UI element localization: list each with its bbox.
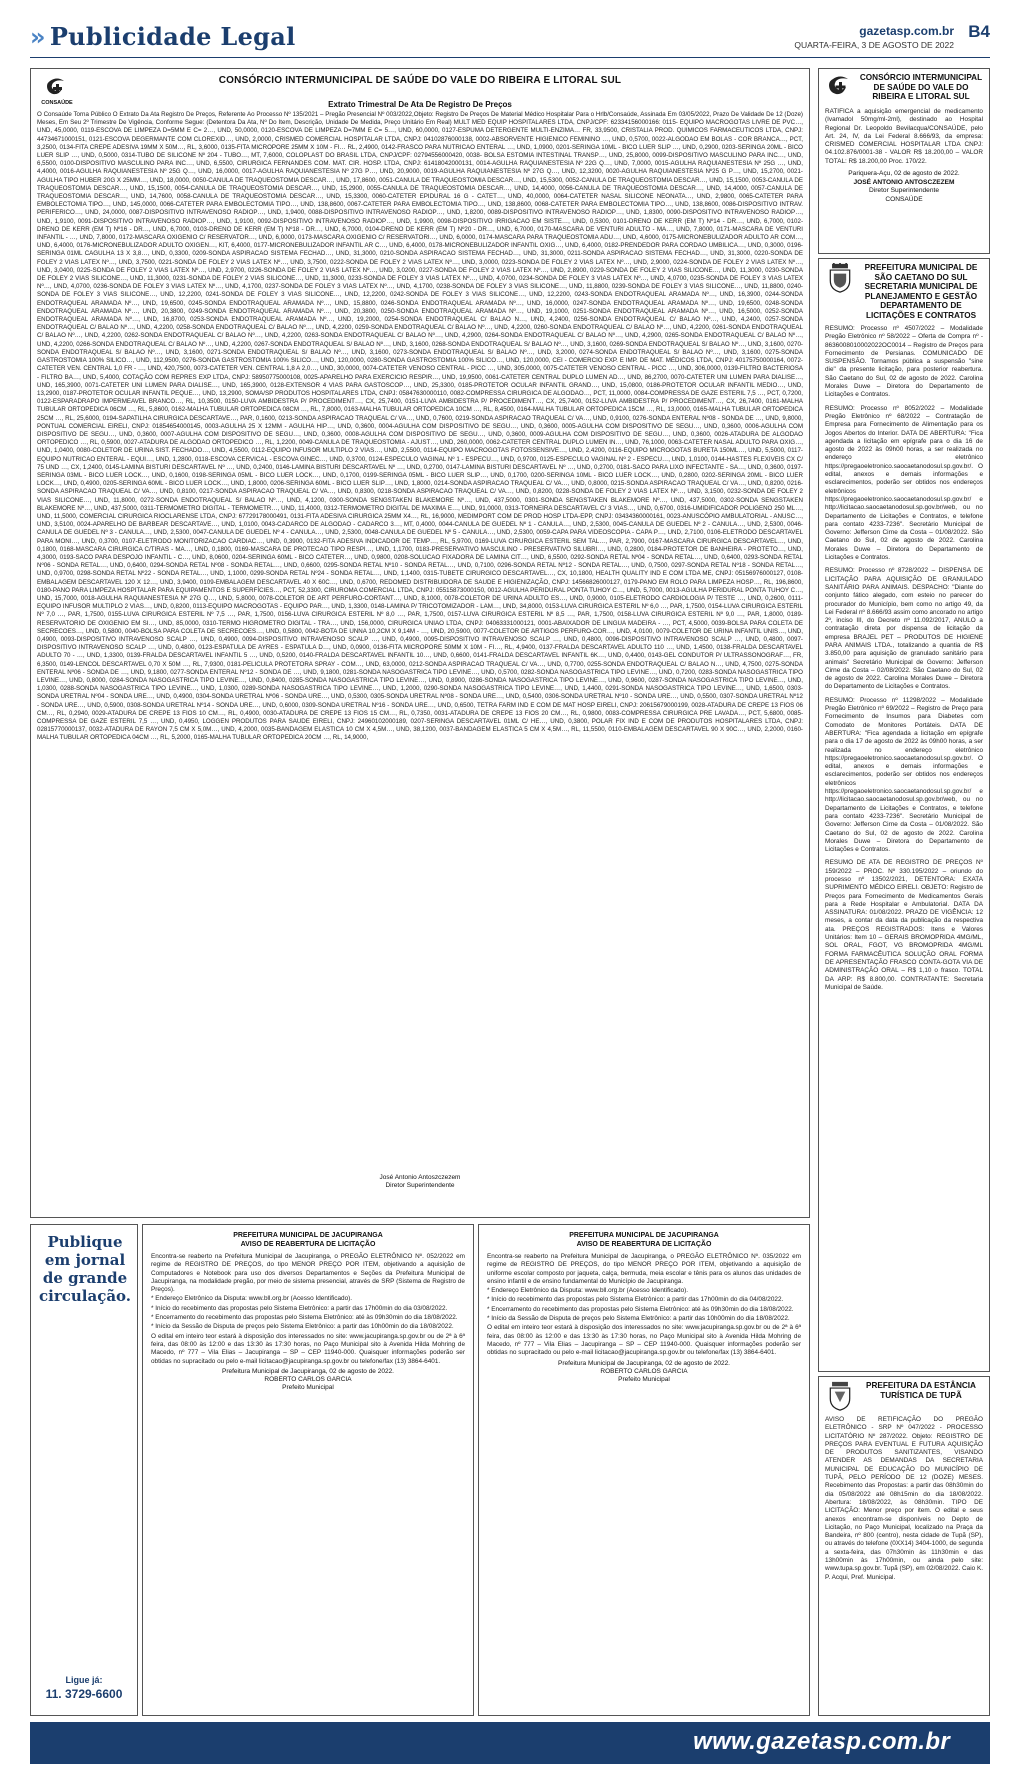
tupa-title: PREFEITURA DA ESTÂNCIA TURÍSTICA DE TUPÃ: [866, 1381, 976, 1400]
double-chevron-icon: »: [30, 23, 46, 51]
jac2-signature: [487, 1360, 801, 1385]
jac2-line-2: * Início do recebimento das propostas pelo Sistema Eletrônico: a partir das 17h00min do dia 04/08/2022.: [487, 1296, 784, 1304]
jac2-line-4: * Início da Sessão de Disputa de preços pelo Sistema Eletrônico: a partir das 10h00min do dia 18/08/2022.: [487, 1315, 790, 1323]
sao-caetano-resumo-1: RESUMO: Processo nº 4507/2022 – Modalidade Pregão Eletrônico nº 58/2022 – Oferta de Compra nº - 8636008010002022OC0014 – Registro de Preços para Fornecimento de Persianas. COMUNICADO DE SUSPENSÃO. Tornamos pública a suspensão "sine die" da presente licitação, para posterior reabertura. São Caetano do Sul, 02 de agosto de 2022. Carolina Morales Duwe – Diretora do Departamento de Licitações e Contratos.: [825, 325, 983, 399]
signature-name: José Antonio Antoszczezem: [379, 1174, 461, 1181]
sao-caetano-notice: [818, 258, 990, 1372]
page-number: B4: [968, 22, 990, 41]
header-site: gazetasp.com.br: [859, 24, 954, 38]
jac1-org: PREFEITURA MUNICIPAL DE JACUPIRANGA: [233, 1232, 383, 1239]
notice-signature: [37, 1174, 803, 1190]
ratifica-sign-org: CONSAÚDE: [885, 195, 923, 203]
coat-of-arms-icon: [825, 1381, 855, 1411]
jac1-line-4: * Início da Sessão de Disputa de preços pelo Sistema Eletrônico: a partir das 10h00min do dia 18/08/2022.: [151, 1323, 454, 1331]
notice-body: O Consaúde Torna Público O Extrato Da Ata Registro De Preços, Referente Ao Processo Nº 135/2021 – Pregão Presencial Nº 003/2022,Objeto: Registro De Preços De Material Médico Hospitalar Para o Hrlb/Consaúde, Assinada Em 03/05/2022, Prazo De Validade De 12 (Doze) Meses, Em Seu 2º Trimestre De Vigência, Conforme Segue: (Detentora Da Ata, Nº Do Item, Descrição, Unidade De Medida, Preço Unitário Em Real) MULT MED EQUIP HOSPITALARES LTDA, CNPJ/CPF: 62334156000166: 0115- EQUIPO MACROGOTAS LIVRE DE PVC…, UND, 45,0000, 0119-ESCOVA DE LIMPEZA D=5MM E C= 2…, UND, 50,0000, 0120-ESCOVA DE LIMPEZA D=7MM E C= 5…, UND, 60,0000, 0127-ESPUMA DETERGENTE MULTI-ENZIMA… FR, 33,9500, CRISTALIA PROD. QUIMICOS FARMACEUTICOS LTDA, CNPJ: 44734671000151, 0121-ESCOVA DEGERMANTE COM CLOREXID…, UND, 2,0000, CRISMED COMERCIAL HOSPITALAR LTDA, CNPJ: 04102876000138, 0002-ABSORVENTE HIGIENICO FEMININO …, UND, 0,5700, 0022-ALGODAO EM BOLAS - COR BRANCA…, PCT, 3,2500, 0134-FITA CREPE ADESIVA 19MM X 50M…, RL, 3,6000, 0135-FITA MICROPORE 25MM X 10M - FI… RL, 2,4900, 0142-FRASCO PARA NUTRICAO ENTERAL …, UND, 1,0900, 0201-SERINGA 10ML - BICO LUER SLIP …, UND, 0,2900, 0203-SERINGA 20ML - BICO LUER SLIP …, UND, 0,5000, 0314-TUBO DE SILICONE Nº 204 - TUBO…, MT, 7,6000, COLOPLAST DO BRASIL LTDA, CNPJ/CPF: 02794556000420, 0038- BOLSA ESTOMIA INTESTINAL TRANSP…, UND, 25,8000, 0099-DISPOSITIVO MASCULINO PARA INC…, UND, 6,5500, 0100-DISPOSITIVO MASCULINO PARA INC…, UND, 6,5500, CIRURGICA FERNANDES COM. MAT. CIR. HOSP. LTDA, CNPJ: 61418042000131, 0014-AGULHA RAQUIANESTESIA Nº 22G Q…, UND, 7,0000, 0015-AGULHA RAQUIANESTESIA Nº 25G …, UND, 4,4000, 0016-AGULHA RAQUIANESTESIA Nº 25G Q…, UND, 16,0000, 0017-AGULHA RAQUIANESTESIA Nº 27G P…, UND, 20,9000, 0019-AGULHA RAQUIANESTESIA Nº 27G Q…, UND, 12,3200, 0020-AGULHA RAQUIANESTESIA Nº25 G P…, UND, 15,2700, 0021-AGULHA TIPO HUBER 20G X 25MM…, UND, 18,0000, 0050-CANULA DE TRAQUEOSTOMIA DESCAR…, UND, 17,8600, 0051-CANULA DE TRAQUEOSTOMIA DESCAR…, UND, 15,5300, 0052-CANULA DE TRAQUEOSTOMIA DESCAR…, UND, 15,1500, 0053-CANULA DE TRAQUEOSTOMIA DESCAR…, UND, 15,1500, 0054-CANULA DE TRAQUEOSTOMIA DESCAR…, UND, 15,2900, 0055-CANULA DE TRAQUEOSTOMIA DESCAR…, UND, 14,4000, 0056-CANULA DE TRAQUEOSTOMIA DESCAR…, UND, 14,4000, 0057-CANULA DE TRAQUEOSTOMIA DESCAR…, UND, 14,7600, 0058-CANULA DE TRAQUEOSTOMIA DESCAR…, UND, 15,3300, 0060-CATETER EPIDURAL 16 G - CATET…, UND, 40,0000, 0064-CATETER NASAL SILICONE NEONATA…, UND, 2,9800, 0065-CATETER PARA EMBOLECTOMIA TIPO…, UND, 145,0000, 0066-CATETER PARA EMBOLECTOMIA TIPO…, UND, 138,8600, 0067-CATETER PARA EMBOLECTOMIA TIPO…, UND, 138,8600, 0068-CATETER PARA EMBOLECTOMIA TIPO…, UND, 138,8600, 0086-DISPOSITIVO INTRAV. PERIFERICO…, UND, 24,0000, 0087-DISPOSITIVO INTRAVENOSO RADIOP…, UND, 1,9400, 0088-DISPOSITIVO INTRAVENOSO RADIOP…, UND, 1,8200, 0089-DISPOSITIVO INTRAVENOSO RADIOP…, UND, 1,8300, 0090-DISPOSITIVO INTRAVENOSO RADIOP…, UND, 1,9100, 0091-DISPOSITIVO INTRAVENOSO RADIOP…, UND, 1,9100, 0092-DISPOSITIVO INTRAVENOSO RADIOP…, UND, 1,9900, 0098-DISPOSITIVO IRRIGACAO EM SISTE…, UND, 0,5300, 0101-DRENO DE KERR (EM T) Nº14 - DR…, UND, 6,7000, 0102-DRENO DE KERR (EM T) Nº16 - DR…, UND, 6,7000, 0103-DRENO DE KERR (EM T) Nº18 - DR…, UND, 6,7000, 0104-DRENO DE KERR (EM T) Nº20 - DR…, UND, 6,7000, 0170-MASCARA DE VENTURI ADULTO - MA…, UND, 7,8000, 0171-MASCARA DE VENTURI INFANTIL - …, UND, 7,8000, 0172-MASCARA OXIGENIO C/ RESERVATOR…, UND, 6,0000, 0173-MASCARA OXIGENIO C/ RESERVATORI…, UND, 6,0000, 0174-MASCARA PARA TRAQUEOSTOMIA ADU…, UND, 4,6000, 0175-MICRONEBULIZADOR ADULTO AR COM…, UND, 6,4000, 0176-MICRONEBULIZADOR ADULTO OXIGEN…, KIT, 6,4000, 0177-MICRONEBULIZADOR INFANTIL AR C…, UND, 6,4000, 0178-MICRONEBULIZADOR INFANTIL OXIG…, UND, 6,4000, 0182-PRENDEDOR PARA CORDAO UMBILICA…, UND, 0,3000, 0196-SERINGA 01ML CAGULHA 13 X 3,8…, UND, 0,3300, 0209-SONDA ASPIRACAO SISTEMA FECHAD…, UND, 31,3000, 0210-SONDA ASPIRACAO SISTEMA FECHAD…, UND, 31,3000, 0211-SONDA ASPIRACAO SISTEMA FECHAD…, UND, 31,3000, 0220-SONDA DE FOLEY 2 VIAS LATEX Nº…, UND, 3,7500, 0221-SONDA DE FOLEY 2 VIAS LATEX Nº…, UND, 3,7500, 0222-SONDA DE FOLEY 2 VIAS LATEX Nº…, UND, 3,0000, 0223-SONDA DE FOLEY 2 VIAS LATEX Nº…, UND, 2,9000, 0224-SONDA DE FOLEY 2 VIAS LATEX Nº…, UND, 3,0400, 0225-SONDA DE FOLEY 2 VIAS LATEX Nº…, UND, 2,9700, 0226-SONDA DE FOLEY 2 VIAS LATEX Nº…, UND, 3,0200, 0227-SONDA DE FOLEY 2 VIAS LATEX Nº…, UND, 2,8900, 0229-SONDA DE FOLEY 2 VIAS SILICONE…, UND, 11,3000, 0230-SONDA DE FOLEY 2 VIAS SILICONE…, UND, 11,3000, 0231-SONDA DE FOLEY 2 VIAS SILICONE…, UND, 11,3000, 0233-SONDA DE FOLEY 3 VIAS LATEX Nº…, UND, 4,0700, 0234-SONDA DE FOLEY 3 VIAS LATEX Nº…, UND, 4,0700, 0235-SONDA DE FOLEY 3 VIAS LATEX Nº…, UND, 4,0700, 0236-SONDA DE FOLEY 3 VIAS LATEX Nº…, UND, 4,1700, 0237-SONDA DE FOLEY 3 VIAS LATEX Nº…, UND, 4,1700, 0238-SONDA DE FOLEY 3 VIAS SILICONE…, UND, 11,8800, 0239-SONDA DE FOLEY 3 VIAS SILICONE…, UND, 11,8800, 0240-SONDA DE FOLEY 3 VIAS SILICONE…, UND, 12,2200, 0241-SONDA DE FOLEY 3 VIAS SILICONE…, UND, 12,2200, 0242-SONDA DE FOLEY 3 VIAS SILICONE…, UND, 12,2200, 0243-SONDA ENDOTRAQUEAL ARAMADA Nº…, UND, 16,3900, 0244-SONDA ENDOTRAQUEAL ARAMADA Nº…, UND, 19,6500, 0245-SONDA ENDOTRAQUEAL ARAMADA Nº…, UND, 15,8800, 0246-SONDA ENDOTRAQUEAL ARAMADA Nº…, UND, 16,0000, 0247-SONDA ENDOTRAQUEAL ARAMADA Nº…, UND, 19,6500, 0248-SONDA ENDOTRAQUEAL ARAMADA Nº…, UND, 20,3800, 0249-SONDA ENDOTRAQUEAL ARAMADA Nº…, UND, 20,3800, 0250-SONDA ENDOTRAQUEAL ARAMADA Nº…, UND, 19,1000, 0251-SONDA ENDOTRAQUEAL ARAMADA Nº…, UND, 16,5000, 0252-SONDA ENDOTRAQUEAL ARAMADA Nº…, UND, 16,8700, 0253-SONDA ENDOTRAQUEAL ARAMADA Nº…, UND, 19,2000, 0254-SONDA ENDOTRAQUEAL C/ BALAO N…, UND, 4,2400, 0256-SONDA ENDOTRAQUEAL C/ BALAO Nº…, UND, 4,2400, 0257-SONDA ENDOTRAQUEAL C/ BALAO Nº…, UND, 4,2200, 0258-SONDA ENDOTRAQUEAL C/ BALAO Nº…, UND, 4,2200, 0259-SONDA ENDOTRAQUEAL C/ BALAO Nº…, UND, 4,2200, 0260-SONDA ENDOTRAQUEAL C/ BALAO Nº…, UND, 4,2200, 0261-SONDA ENDOTRAQUEAL C/ BALAO Nº…, UND, 4,2200, 0262-SONDA ENDOTRAQUEAL C/ BALAO Nº…, UND, 4,2200, 0263-SONDA ENDOTRAQUEAL C/ BALAO Nº…, UND, 4,2900, 0264-SONDA ENDOTRAQUEAL C/ BALAO Nº…, UND, 4,2900, 0265-SONDA ENDOTRAQUEAL C/ BALAO Nº…, UND, 4,2200, 0266-SONDA ENDOTRAQUEAL C/ BALAO Nº…, UND, 4,2200, 0267-SONDA ENDOTRAQUEAL S/ BALAO Nº…, UND, 3,1600, 0268-SONDA ENDOTRAQUEAL S/ BALAO Nº…, UND, 3,1600, 0269-SONDA ENDOTRAQUEAL S/ BALAO Nº…, UND, 3,1600, 0270-SONDA ENDOTRAQUEAL S/ BALAO Nº…, UND, 3,1600, 0271-SONDA ENDOTRAQUEAL S/ BALAO Nº…, UND, 3,1600, 0273-SONDA ENDOTRAQUEAL S/ BALAO Nº…, UND, 3,2000, 0274-SONDA ENDOTRAQUEAL S/ BALAO Nº…, UND, 3,1600, 0275-SONDA GASTROSTOMIA 100% SILICO…, UND, 112,9500, 0276-SONDA GASTROSTOMIA 100% SILICO…, UND, 120,0000, 0280-SONDA GASTROSTOMIA 100% SILICO…, UND, 120,0000, CEI - COMERCIO EXP. E IMP. DE MAT. MÉDICOS LTDA, CNPJ: 40175750000164, 0072-CATETER VEN. CENTRAL 1,0 FR - …, UND, 420,7500, 0073-CATETER VEN. CENTRAL 1,8 A 2,0…, UND, 30,0000, 0074-CATETER VENOSO CENTRAL - PICC …, UND, 305,0000, 0075-CATETER VENOSO CENTRAL - PICC …, UND, 306,0000, 0139-FILTRO BACTERIOSA - FILTRO BA…, UND, 5,4000, COTAÇÃO COM REPRES EXP LTDA, CNPJ: 58950775000108, 0025-APARELHO PARA EXERCICIO RESPIR…, UND, 19,9500, 0061-CATETER CENTRAL DUPLO LUMEN AD…, UND, 86,2700, 0070-CATETER UNI LUMEN PARA DIALISE…, UND, 165,3900, 0071-CATETER UNI LUMEN PARA DIALISE…, UND, 165,3900, 0128-EXTENSOR 4 VIAS PARA GASTOSCOP…, UND, 25,3300, 0185-PROTETOR OCULAR INFANTIL GRAND…, UND, 15,0800, 0186-PROTETOR OCULAR INFANTIL MEDIO…, UND, 13,2900, 0187-PROTETOR OCULAR INFANTIL PEQUE…, UND, 13,2900, SOMA/SP PRODUTOS HOSPITALARES LTDA, CNPJ: 05847630000110, 0082-COMPRESSA CIRURGICA DE ALGODAO…, PCT, 11,0000, 0084-COMPRESSA DE GAZE ESTERIL 7,5 …, PCT, 0,7200, 0122-ESPARADRAPO IMPERMEAVEL BRANCO…, RL, 10,3500, 0150-LUVA AMBIDESTRA P/ PROCEDIMENT…, CX, 25,7400, 0151-LUVA AMBIDESTRA P/ PROCEDIMENT…, CX, 25,7400, 0152-LUVA AMBIDESTRA P/ PROCEDIMENT…, CX, 26,7400, 0161-MALHA TUBULAR ORTOPEDICA 06CM …, RL, 5,8600, 0162-MALHA TUBULAR ORTOPEDICA 08CM …, RL, 7,8000, 0163-MALHA TUBULAR ORTOPEDICA 10CM …, RL, 8,4500, 0164-MALHA TUBULAR ORTOPEDICA 15CM …, RL, 13,0000, 0165-MALHA TUBULAR ORTOPEDICA 25CM …, RL, 25,6000, 0194-SAPATILHA CIRURGICA DESCARTAVE…, PAR, 0,1600, 0213-SONDA ASPIRACAO TRAQUEAL C/ VA…, UND, 0,7600, 0219-SONDA ASPIRACAO TRAQUEAL C/ VA…, UND, 0,9100, 0276-SONDA ENTERAL Nº08 - SONDA DE …, UND, 9,8000, PONTUAL COMERCIAL EIRELI, CNPJ: 01854654000145, 0003-AGULHA 25 X 12MM - AGULHA HIP…, UND, 0,3600, 0004-AGULHA COM DISPOSITIVO DE SEGU…, UND, 0,3600, 0005-AGULHA COM DISPOSITIVO DE SEGU…, UND, 0,3600, 0006-AGULHA COM DISPOSITIVO DE SEGU…, UND, 0,3600, 0007-AGULHA COM DISPOSITIVO DE SEGU…, UND, 0,3600, 0008-AGULHA COM DISPOSITIVO DE SEGU…, UND, 0,3600, 0009-AGULHA COM DISPOSITIVO DE SEGU…, UND, 0,3600, 0026-ATADURA DE ALGODAO ORTOPEDICO …, RL, 0,5900, 0027-ATADURA DE ALGODAO ORTOPEDICO …, RL, 1,2200, 0049-CANULA DE TRAQUEOSTOMIA - AJUST…, UND, 260,0000, 0062-CATETER CENTRAL DUPLO LUMEN IN…, UND, 76,1000, 0063-CATETER NASAL ADULTO PARA OXIG…, UND, 1,0400, 0080-COLETOR DE URINA SIST. FECHADO…, UND, 4,5500, 0112-EQUIPO INFUSOR MULTIPLO 2 VIAS…, UND, 2,5500, 0114-EQUIPO MACROGOTAS FOTOSSENSIVE…, UND, 2,4200, 0116-EQUIPO MICROGOTAS BURETA 150ML…, UND, 5,5000, 0117-EQUIPO NUTRICAO ENTERAL - EQUI…, UND, 1,2800, 0118-ESCOVA CERVICAL - ESCOVA GINEC…, UND, 0,3700, 0124-ESPECULO VAGINAL Nº 1 - ESPECU…, UND, 0,9700, 0125-ESPECULO VAGINAL Nº 2 - ESPECU…, UND, 1,0100, 0144-HASTES FLEXIVEIS CX C/ 75 UND …, CX, 1,2400, 0145-LAMINA BISTURI DESCARTAVEL Nº …, UND, 0,2400, 0146-LAMINA BISTURI DESCARTAVEL Nº …, UND, 0,2700, 0147-LAMINA BISTURI DESCARTAVEL Nº …, UND, 0,2700, 0181-SACO PARA LIXO INFECTANTE - SA…, UND, 0,3600, 0197-SERINGA 03ML - BICO LUER LOCK…, UND, 0,1600, 0198-SERINGA 05ML - BICO LUER LOCK…, UND, 0,1700, 0199-SERINGA 05ML - BICO LUER SLIP…, UND, 0,1700, 0200-SERINGA 10ML - BICO LUER LOCK…, UND, 0,2800, 0202-SERINGA 20ML - BICO LUER LOCK…, UND, 0,4900, 0205-SERINGA 60ML - BICO LUER LOCK…, UND, 1,8000, 0206-SERINGA 60ML - BICO LUER SLIP…, UND, 1,8000, 0214-SONDA ASPIRACAO TRAQUEAL C/ VA…, UND, 0,8000, 0215-SONDA ASPIRACAO TRAQUEAL C/ VA…, UND, 0,8200, 0216-SONDA ASPIRACAO TRAQUEAL C/ VA…, UND, 0,8100, 0217-SONDA ASPIRACAO TRAQUEAL C/ VA…, UND, 0,8300, 0218-SONDA ASPIRACAO TRAQUEAL C/ VA…, UND, 0,8200, 0228-SONDA DE FOLEY 2 VIAS LATEX Nº…, UND, 3,1500, 0232-SONDA DE FOLEY 2 VIAS SILICONE…, UND, 11,8000, 0272-SONDA ENDOTRAQUEAL S/ BALAO Nº…, UND, 4,1200, 0300-SONDA SENGSTAKEN BLAKEMORE Nº…, UND, 437,5000, 0301-SONDA SENGSTAKEN BLAKEMORE Nº…, UND, 437,5000, 0302-SONDA SENGSTAKEN BLAKEMORE Nº…, UND, 437,5000, 0311-TERMOMETRO DIGITAL - TERMOMETR…, UND, 11,4000, 0312-TERMOMETRO DIGITAL DE MAXIMA E…, UND, 91,0000, 0313-TORNEIRA DESCARTAVEL C/ 3 VIAS…, UND, 0,6700, 0316-UMIDIFICADOR POLIGENO 250 ML…, UND, 11,5000, COMERCIAL CIRURGICA RIOCLARENSE LTDA, CNPJ: 67729178000491, 0131-FITA ADESIVA CIRURGICA 25MM X4…, RL, 16,9000, MEDIMPORT COM DE PROD HOSP LTDA-EPP, CNPJ: 03434360000161, 0023-ANUSCÓPIO AMBULATORIAL - ANUSC…, UND, 3,5100, 0024-APARELHO DE BARBEAR DESCARTAVE…, UND, 1,0100, 0043-CADARCO DE ALGODAO - CADARCO 3…, MT, 0,4000, 0044-CANULA DE GUEDEL Nº 1 - CANULA…, UND, 2,5300, 0045-CANULA DE GUEDEL Nº 2 - CANULA…, UND, 2,5300, 0046-CANULA DE GUEDEL Nº 3 - CANULA…, UND, 2,5300, 0047-CANULA DE GUEDEL Nº 4 - CANULA…, UND, 2,5300, 0048-CANULA DE GUEDEL Nº 5 - CANULA…, UND, 2,5300, 0059-CAPA PARA VIDEOSCOPIA - CAPA P…, UND, 2,7100, 0106-ELETRODO DESCARTAVEL PARA MONI…, UND, 0,3700, 0107-ELETRODO MONITORIZACAO CARDIAC…, UND, 0,3900, 0132-FITA ADESIVA INDICADOR DE TEMP…, RL, 5,9700, 0169-LUVA CIRURGICA ESTERIL SEM TAL…, PAR, 2,7900, 0167-MASCARA CIRURGICA DESCARTAVEL…, UND, 0,1800, 0168-MASCARA CIRURGICA C/TIRAS - MA…, UND, 0,1800, 0169-MASCARA DE PROTECAO TIPO RESPI…, UND, 1,1700, 0183-PRESERVATIVO MASCULINO - PRESERVATIVO SILUBRI…, UND, 0,2800, 0184-PROTETOR DE BANHEIRA - PROTETO…, UND, 4,3000, 0193-SACO PARA DESPOJO INFANTIL - C…, UND, 8,0600, 0204-SERINGA 60ML - BICO CATETER…, UND, 0,9800, 0208-SOLUCAO FIXADORA DE LAMINA CIT…, UND, 6,5500, 0292-SONDA RETAL Nº04 - SONDA RETAL…, UND, 0,6400, 0293-SONDA RETAL Nº06 - SONDA RETAL…, UND, 0,6400, 0294-SONDA RETAL Nº08 - SONDA RETAL…, UND, 0,6600, 0295-SONDA RETAL Nº10 - SONDA RETAL…, UND, 0,7100, 0296-SONDA RETAL Nº12 - SONDA RETAL…, UND, 0,7500, 0297-SONDA RETAL Nº18 - SONDA RETAL…, UND, 0,9700, 0298-SONDA RETAL Nº22 - SONDA RETAL…, UND, 1,1000, 0299-SONDA RETAL Nº24 - SONDA RETAL…, UND, 1,1400, 0315-TUBETE CIRURGICO DESCARTAVEL…, CX, 10,1800, HEALTH QUALITY IND E COM LTDA ME, CNPJ: 05156976000127, 0108-EMBALAGEM DESCARTAVEL 120 X 12…, UND, 3,9400, 0109-EMBALAGEM DESCARTAVEL 40 X 60C…, UND, 0,6700, REDOMED DISTRIBUIDORA DE SAUDE E HIGIENIZAÇÃO, CNPJ: 14566826000127, 0179-PANO EM ROLO PARA LIMPEZA HOSP…, RL, 196,8600, 0180-PANO PARA LIMPEZA HOSPITALAR PARA EQUIPAMENTOS E SUPERFÍCIES…, PCT, 52,3300, CIRUROMA COMERCIAL LTDA, CNPJ: 05515873000150, 0012-AGULHA PERIDURAL PONTA TUHOY C…, UND, 5,7000, 0013-AGULHA PERIDURAL PONTA TUHOY C…, UND, 15,7000, 0018-AGULHA RAQUIANESTESIA Nº 27G Q…, UND, 5,8000, 0078-COLETOR DE ART PERFURO-CORTANT…, UND, 8,1000, 0078-COLETOR DE URINA ADULTO ES…, UND, 0,9000, 0105-ELETRODO CARDIOLOGIA P/ TESTE …, UND, 0,2600, 0111-EQUIPO INFUSOR MULTIPLO 2 VIAS…, UND, 0,8200, 0113-EQUIPO MACROGOTAS - EQUIPO PAR…, UND, 1,3300, 0148-LAMINA P/ TRICOTOMIZADOR - LAM…, UND, 34,8000, 0153-LUVA CIRURGICA ESTERIL Nº 6,0 …, PAR, 1,7500, 0154-LUVA CIRURGICA ESTERIL Nº 7,0 …, PAR, 1,7500, 0155-LUVA CIRURGICA ESTERIL Nº 7,5 …, PAR, 1,7500, 0156-LUVA CIRURGICA ESTERIL Nº 8,0 …, PAR, 1,7500, 0157-LUVA CIRURGICA ESTERIL Nº 8,5 …, PAR, 1,7500, 0158-LUVA CIRURGICA ESTERIL Nº 9,0 …, PAR, 1,8000, 0189-RESERVATORIO DE OXIGENIO EM SI…, UND, 85,0000, 0310-TERMO HIGROMETRO DIGITAL - TRA…, UND, 156,0000, CIRURGICA UNIAO LTDA, CNPJ: 04063331000121, 0001-ABAIXADOR DE LINGUA MADEIRA - …, PCT, 4,5000, 0039-BOLSA PARA COLETA DE SECRECOES…, UND, 0,5800, 0040-BOLSA PARA COLETA DE SECRECOES…, UND, 0,5800, 0042-BOTA DE UNNA 10,2CM X 9,14M - …, UND, 20,5900, 0077-COLETOR DE ARTIGOS PERFURO-COR…, UND, 4,0100, 0079-COLETOR DE URINA INFANTIL UNIS…, UND, 0,4900, 0093-DISPOSITIVO INTRAVENOSO SCALP …, UND, 0,4900, 0094-DISPOSITIVO INTRAVENOSO SCALP …, UND, 0,4900, 0095-DISPOSITIVO INTRAVENOSO SCALP …, UND, 0,4800, 0096-DISPOSITIVO INTRAVENOSO SCALP …, UND, 0,4800, 0097-DISPOSITIVO INTRAVENOSO SCALP …, UND, 0,4800, 0123-ESPATULA DE AYRES - ESPATULA D…, UND, 0,0900, 0136-FITA MICROPORE 50MM X 10M - FI…, RL, 4,9400, 0137-FRALDA DESCARTAVEL ADULTO 110 …, UND, 1,4500, 0138-FRALDA DESCARTAVEL ADULTO 70 - …, UND, 1,3300, 0139-FRALDA DESCARTAVEL INFANTIL 5 …, UND, 0,5200, 0140-FRALDA DESCARTAVEL INFANTIL 10…, UND, 0,6600, 0141-FRALDA DESCARTAVEL INFANTIL 6K…, UND, 0,4400, 0143-GEL CONDUTOR P/ ULTRASSONOGRAF…, FR, 6,3500, 0149-LENCOL DESCARTAVEL 0,70 X 50M …, RL, 7,9300, 0181-PELICULA PROTETORA SPRAY - COM…, UND, 63,0000, 0212-SONDA ASPIRACAO TRAQUEAL C/ VA…, UND, 0,7700, 0255-SONDA ENDOTRAQUEAL C/ BALAO N…, UND, 4,7500, 0275-SONDA ENTERAL Nº06 - SONDA DE …, UND, 9,1800, 0277-SONDA ENTERAL Nº12 - SONDA DE …, UND, 9,1800, 0281-SONDA NASOGASTRICA TIPO LEVINE…, UND, 0,5700, 0282-SONDA NASOGASTRICA TIPO LEVINE…, UND, 0,7200, 0283-SONDA NASOGASTRICA TIPO LEVINE…, UND, 0,8000, 0284-SONDA NASOGASTRICA TIPO LEVINE…, UND, 0,8400, 0285-SONDA NASOGASTRICA TIPO LEVINE…, UND, 0,8900, 0286-SONDA NASOGASTRICA TIPO LEVINE…, UND, 0,9600, 0287-SONDA NASOGASTRICA TIPO LEVINE…, UND, 1,0300, 0288-SONDA NASOGASTRICA TIPO LEVINE…, UND, 1,0300, 0289-SONDA NASOGASTRICA TIPO LEVINE…, UND, 1,2000, 0290-SONDA NASOGASTRICA TIPO LEVINE…, UND, 1,4400, 0291-SONDA NASOGASTRICA TIPO LEVINE…, UND, 1,6500, 0303-SONDA URETRAL Nº04 - SONDA URE…, UND, 0,4900, 0304-SONDA URETRAL Nº06 - SONDA URE…, UND, 0,5300, 0305-SONDA URETRAL Nº08 - SONDA URE…, UND, 0,5400, 0306-SONDA URETRAL Nº10 - SONDA URE…, UND, 0,5500, 0307-SONDA URETRAL Nº12 - SONDA URE…, UND, 0,5900, 0308-SONDA URETRAL Nº14 - SONDA URE…, UND, 0,6000, 0309-SONDA URETRAL Nº16 - SONDA URE…, UND, 0,6500, TETRA FARM IND E COM DE MAT HOSP EIRELI, CNPJ: 20615679000199, 0028-ATADURA DE CREPE 13 FIOS 06 CM…, RL, 0,2940, 0029-ATADURA DE CREPE 13 FIOS 10 CM…, RL, 0,4900, 0030-ATADURA DE CREPE 13 FIOS 15 CM…, RL, 0,7350, 0031-ATADURA DE CREPE 13 FIOS 20 CM…, RL, 0,9800, 0083-COMPRESSA CIRURGICA PRE LAVADA…, PCT, 5,6800, 0085-COMPRESSA DE GAZE ESTERIL 7,5 …, UND, 0,4950, LOGGEN PRODUTOS PARA SAUDE EIRELI, CNPJ: 24960102000189, 0207-SERINGA DESCARTAVEL 01ML C/ HE…, UND, 0,3800, POLAR FIX IND E COM DE PRODUTOS HOSPITALARES LTDA, CNPJ: 02815770000137, 0032-ATADURA DE RAYON 7,5 CM X 5,0M…, UND, 4,2000, 0035-BANDAGEM ELASTICA 10 CM X 4,5M…, UND, 38,1200, 0037-BANDAGEM ELASTICA 5 CM X 4,5M…, RL, 11,5500, 0110-EMBALAGEM DESCARTAVEL 90 X 90C…, UND, 2,2000, 0160-MALHA TUBULAR ORTOPEDICA 04CM …, RL, 5,2000, 0165-MALHA TUBULAR ORTOPEDICA 20CM …, RL, 14,9000,: [37, 111, 803, 742]
jac1-sign-name: ROBERTO CARLOS GARCIA: [264, 1376, 352, 1384]
jac1-line-3: * Encerramento do recebimento das propostas pelo Sistema Eletrônico: até às 09h30min do dia 18/08/2022.: [151, 1314, 458, 1322]
tupa-notice: [818, 1376, 990, 1716]
jac2-sign-name: ROBERTO CARLOS GARCIA: [600, 1367, 688, 1375]
footer-url[interactable]: www.gazetasp.com.br: [693, 1728, 950, 1755]
ratifica-signature: [825, 170, 983, 204]
signature-role: Diretor Superintendente: [385, 1182, 455, 1189]
ratifica-header: [825, 73, 983, 103]
notice-subtitle: Extrato Trimestral De Ata De Registro De Preços: [328, 100, 512, 109]
sao-caetano-resumo-5: RESUMO DE ATA DE REGISTRO DE PREÇOS Nº 159/2022 – PROC. Nº 330.195/2022 – oriundo do processo nº 13502/2021, DETENTORA: EXATA SUPRIMENTO MÉDICO EIRELI. OBJETO: Registro de Preços para Fornecimento de Medicamentos Gerais para a Rede Hospitalar e Ambulatorial. DATA DA ASSINATURA: 01/08/2022. PRAZO DE VIGÊNCIA: 12 meses, a contar da data da publicação da respectiva ata. PREÇOS REGISTRADOS: Itens e Valores Unitários: Item 10 – GERAIS BROMOPRIDA 4MG/ML, SOL ORAL, FGOT, VG BROMOPRIDA 4MG/ML FORMA FARMACÊUTICA SOLUÇÃO ORAL FORMA DE APRESENTAÇÃO FRASCO CONTA-GOTA VIA DE ADMINISTRAÇÃO ORAL – R$ 1,10 o frasco. TOTAL DA ARP: R$ 8.800,00. CONTRATANTE: Secretaria Municipal de Saúde.: [825, 859, 983, 991]
jac1-intro: Encontra-se reaberto na Prefeitura Municipal de Jacupiranga, o PREGÃO ELETRÔNICO Nº. 052/2022 em regime de REGISTRO DE PREÇOS, do tipo MENOR PREÇO POR ITEM, objetivando a aquisição de Computadores e Notebook para uso dos diversos Departamentos e Seções da Prefeitura Municipal de Jacupiranga, na modalidade pregão, por meio de sistema presencial, através de SRP (Sistema de Registro de Preços).: [151, 1253, 465, 1294]
tupa-header: [825, 1381, 983, 1411]
jac1-line-1: * Endereço Eletrônico da Disputa: www.bll.org.br (Acesso Identificado).: [151, 1295, 353, 1303]
jacupiranga-notice-1: [142, 1224, 474, 1716]
consaude-logo: [39, 77, 75, 106]
ratifica-title: CONSÓRCIO INTERMUNICIPAL DE SAÚDE DO VALE DO RIBEIRA E LITORAL SUL: [859, 73, 983, 101]
jac1-line-5: O edital em inteiro teor estará à disposição dos interessados no site: www.jacupiranga.sp.gov.br ou de 2ª à 6ª feira, das 08:00 às 12:00 e das 13:30 às 17:30 horas, no Paço Municipal sito à Avenida Hilda Mohring de Macedo, nº 777 – Vila Elias – Jacupiranga – SP – CEP 11940-000. Quaisquer informações poderão ser obtidas no supracitado ou pelo e-mail licitacao@jacupiranga.sp.gov.br ou telefone/fax (13) 3864-6401.: [151, 1332, 465, 1365]
tupa-text: AVISO DE RETIFICAÇÃO DO PREGÃO ELETRÔNICO - SRP Nº 047/2022 - PROCESSO LICITATÓRIO Nº 287/2022. Objeto: REGISTRO DE PREÇOS PARA EVENTUAL E FUTURA AQUISIÇÃO DE PRODUTOS SANITIZANTES, VISANDO ATENDER AS DEMANDAS DA SECRETARIA MUNICIPAL DE EDUCAÇÃO DO MUNICÍPIO DE TUPÃ, PELO PERÍODO DE 12 (DOZE) MESES. Recebimento das Propostas: a partir das 08h30min do dia 05/08/2022 até 08h15min do dia 18/08/2022. Abertura: 18/08/2022, às 08h30min. TIPO DE LICITAÇÃO: Menor preço por item. O edital e seus anexos encontram-se disponíveis no Depto de Licitação, no Paço Municipal, localizado na Praça da Bandeira, nº 800 (centro), nesta cidade de Tupã (SP), ou através do telefone (0XX14) 3404-1000, de segunda a sexta-feira, das 07h30min às 11h30min e das 13h00min às 17h00min, ou ainda pelo site: www.tupa.sp.gov.br. Tupã (SP), em 02/08/2022. Caio K. P. Acqui, Pref. Municipal.: [825, 1416, 983, 1581]
jac2-body: [487, 1253, 801, 1358]
promo-call: [31, 1675, 137, 1701]
jac2-line-5: O edital em inteiro teor estará à disposição dos interessados no site: www.jacupiranga.sp.gov.br ou de 2ª à 6ª feira, das 08:00 às 12:00 e das 13:30 às 17:30 horas, no Paço Municipal sito à Avenida Hilda Mohring de Macedo, nº 777 – Vila Elias – Jacupiranga – SP – CEP 11940-000. Quaisquer informações poderão ser obtidas no supracitado ou pelo e-mail licitacao@jacupiranga.sp.gov.br ou telefone/fax (13) 3864-6401.: [487, 1324, 801, 1357]
consaude-logo-icon: [44, 77, 70, 99]
sao-caetano-resumo-3: RESUMO: Processo nº 8728/2022 – DISPENSA DE LICITAÇÃO PARA AQUISIÇÃO DE GRANULADO SANITÁRIO PARA ANIMAIS. DESPACHO: "Diante do conjunto fático alegado, com esteio no parecer do procurador do Município, bem como no artigo 49, da Lei Federal nº 8.666/93 assim como ancorado no artigo 2º, inciso III, do Decreto nº 11.092/2017, ANULO a contratação direta por dispensa de licitação da empresa BRAJEL PET – PRODUTOS DE HIGIENE PARA ANIMAIS LTDA., totalizando a quantia de R$ 3.850,00 para aquisição de granulado sanitário para animais" Secretário Municipal de Governo: Jefferson Cirne da Costa – 02/08/2022. São Caetano do Sul, 02 de agosto de 2022. Carolina Morales Duwe – Diretora do Departamento de Licitações e Contratos.: [825, 567, 983, 691]
sao-caetano-resumo-4: RESUMO: Processo nº 11298/2022 – Modalidade Pregão Eletrônico nº 69/2022 – Registro de Preço para Fornecimento de Insumos para Diabetes com Comodato de Monitores Portáteis. DATA DE ABERTURA: "Fica agendada a licitação em epígrafe para o dia 17 de agosto de 2022 às 09h00 horas, a ser realizada no endereço eletrônico https://pregaoeletronico.saocaetanodosul.sp.gov.br/. O edital, anexos e demais informações e esclarecimentos, poderão ser obtidos nos endereços eletrônicos https://pregaoeletronico.saocaetanodosul.sp.gov.br/ e http://licitacao.saocaetanodosul.sp.gov.br/web, ou no Departamento de Licitações e Contratos, e telefone para contato 4233-7236". Secretário Municipal de Governo: Jefferson Cirne da Costa – 01/08/2022. São Caetano do Sul, 02 de agosto de 2022. Carolina Morales Duwe – Diretora do Departamento de Licitações e Contratos.: [825, 696, 983, 854]
consaude-ratifica-notice: [818, 68, 990, 254]
consaude-extract-notice: [30, 68, 810, 1218]
jac1-line-2: * Início do recebimento das propostas pelo Sistema Eletrônico: a partir das 17h00min do dia 03/08/2022.: [151, 1304, 448, 1312]
consaude-logo-label: CONSAÚDE: [41, 100, 73, 106]
sao-caetano-header: [825, 263, 983, 320]
jac2-heading: AVISO DE REABERTURA DE LICITAÇÃO: [576, 1241, 712, 1248]
jac2-line-3: * Encerramento do recebimento das propostas pelo Sistema Eletrônico: até às 09h30min do dia 18/08/2022.: [487, 1305, 794, 1313]
promo-call-label: Ligue já:: [65, 1675, 103, 1685]
ratifica-place-date: Pariquera-Açu, 02 de agosto de 2022.: [848, 170, 960, 178]
sao-caetano-title: PREFEITURA MUNICIPAL DE SÃO CAETANO DO SUL SECRETARIA MUNICIPAL DE PLANEJAMENTO E GESTÃO DEPARTAMENTO DE LICITAÇÕES E CONTRATOS: [864, 263, 978, 320]
promo-text: Publique em jornal de grande circulação.: [39, 1233, 132, 1305]
page-footer: [30, 1722, 990, 1764]
jac1-body: [151, 1253, 465, 1366]
jac1-sign-role: Prefeito Municipal: [282, 1384, 334, 1392]
jac2-line-1: * Endereço Eletrônico da Disputa: www.bll.org.br (Acesso Identificado).: [487, 1287, 689, 1295]
section-title: [30, 22, 296, 51]
sao-caetano-resumo-2: RESUMO: Processo nº 8052/2022 – Modalidade Pregão Eletrônico nº 68/2022 – Contratação de Empresa para Fornecimento de Alimentação para os Jogos Abertos do Interior. DATA DE ABERTURA: "Fica agendada a licitação em epígrafe para o dia 16 de agosto de 2022 às 09h00 horas, a ser realizada no endereço eletrônico https://pregaoeletronico.saocaetanodosul.sp.gov.br/. O edital, anexos e demais informações e esclarecimentos, poderão ser obtidos nos endereços eletrônicos https://pregaoeletronico.saocaetanodosul.sp.gov.br/ e http://licitacao.saocaetanodosul.sp.gov.br/web, ou no Departamento de Licitações e Contratos, e telefone para contato 4233-7236". Secretário Municipal de Governo: Jefferson Cirne da Costa – 01/08/2022. São Caetano do Sul, 02 de agosto de 2022. Carolina Morales Duwe – Diretora do Departamento de Licitações e Contratos.: [825, 404, 983, 562]
jac2-org: PREFEITURA MUNICIPAL DE JACUPIRANGA: [569, 1232, 719, 1239]
header-date: QUARTA-FEIRA, 3 DE AGOSTO DE 2022: [794, 40, 954, 50]
ratifica-sign-role: Diretor Superintendente: [868, 187, 939, 195]
jac1-heading: AVISO DE REABERTURA DE LICITAÇÃO: [240, 1241, 376, 1248]
header-meta: [794, 24, 954, 50]
jacupiranga-notice-2: [478, 1224, 810, 1716]
promo-phone: 11. 3729-6600: [45, 1687, 123, 1701]
coat-of-arms-icon: [825, 263, 855, 293]
consaude-logo-icon: [825, 73, 855, 103]
page-header: [30, 22, 990, 58]
ratifica-sign-name: JOSÉ ANTONIO ANTOSCZEZEM: [853, 178, 955, 186]
advertise-promo: [30, 1224, 138, 1716]
jac2-place-date: Prefeitura Municipal de Jacupiranga, 02 de agosto de 2022.: [557, 1359, 730, 1367]
ratifica-text: RATIFICA a aquisição emergencial de medicamento (Ivamadol 50mg/ml-2ml), destinado ao Hospital Regional Dr. Leopoldo Bevilacqua/CONSAÚDE, pelo Art. 24, IV, da Lei Federal 8.666/93, da empresa: CRISMED COMERCIAL HOSPITALAR LTDA CNPJ: 04.102.876/0001-38 - VALOR R$ 18.200,00 – VALOR TOTAL: R$ 18.200,00 Proc. 170/22.: [825, 108, 983, 165]
jac1-signature: [151, 1368, 465, 1393]
jac1-place-date: Prefeitura Municipal de Jacupiranga, 02 de agosto de 2022.: [221, 1367, 394, 1375]
jac2-intro: Encontra-se reaberto na Prefeitura Municipal de Jacupiranga, o PREGÃO ELETRÔNICO Nº. 035/2022 em regime de REGISTRO DE PREÇOS, do tipo MENOR PREÇO POR ITEM, objetivando a aquisição de uniforme escolar composto por jaqueta, calça, bermuda, meia escolar e tênis para os alunos das unidades de ensino infantil e de ensino fundamental do Município de Jacupiranga.: [487, 1253, 801, 1285]
jac2-sign-role: Prefeito Municipal: [618, 1376, 670, 1384]
section-title-text: Publicidade Legal: [49, 22, 296, 51]
notice-title: CONSÓRCIO INTERMUNICIPAL DE SAÚDE DO VALE DO RIBEIRA E LITORAL SUL: [218, 75, 622, 86]
